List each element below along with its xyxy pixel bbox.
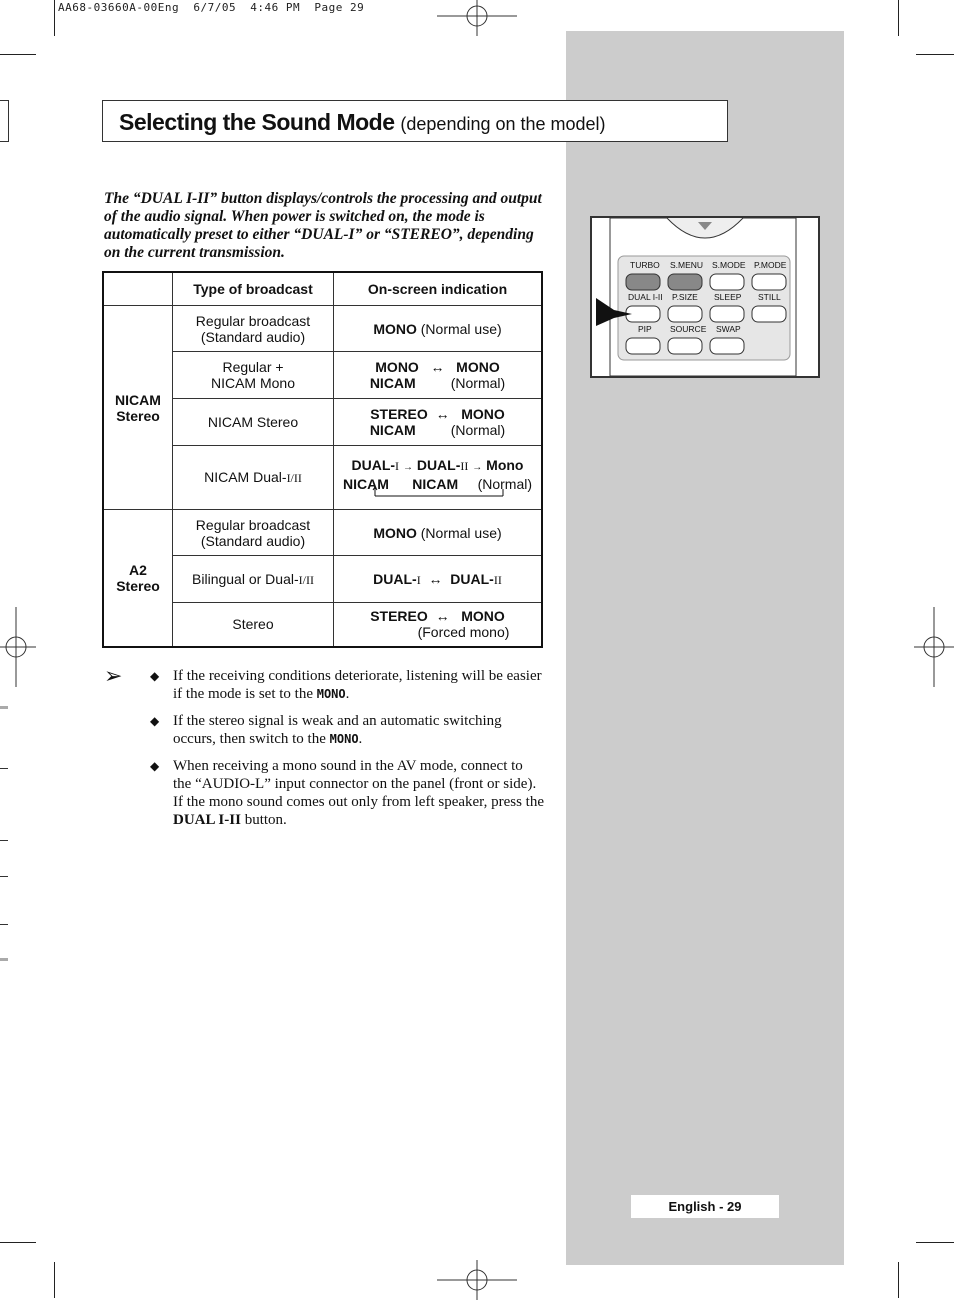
type-cell xyxy=(173,446,334,510)
remote-label: SOURCE xyxy=(670,324,707,334)
type-suffix: I/II xyxy=(298,572,314,587)
title-main-text: Selecting the Sound Mode xyxy=(119,109,395,135)
diamond-bullet-icon: ◆ xyxy=(150,714,160,728)
indication-cell xyxy=(334,603,543,647)
indication-suffix: I xyxy=(416,572,421,587)
group-a2-stereo xyxy=(103,510,173,647)
crop-mark xyxy=(0,54,36,55)
page-title xyxy=(119,109,606,136)
swap-arrow-icon: ↔ xyxy=(435,608,450,625)
note-text: If the stereo signal is weak and an automatic switching occurs, then switch to the xyxy=(173,713,502,747)
edge-mark xyxy=(0,924,8,925)
type-text: NICAM Mono xyxy=(210,375,296,391)
indication-mode: MONO xyxy=(461,608,505,625)
indication-cell xyxy=(334,352,543,399)
indication-mode: DUAL- xyxy=(450,570,494,587)
crop-mark xyxy=(916,1242,954,1243)
crop-mark xyxy=(0,1242,36,1243)
list-item xyxy=(104,757,544,829)
group-label: Stereo xyxy=(116,407,160,424)
indication-cell xyxy=(334,510,543,556)
indication-note: (Normal use) xyxy=(420,524,502,541)
remote-label: S.MODE xyxy=(712,260,746,270)
broadcast-table xyxy=(102,271,543,648)
type-cell xyxy=(173,603,334,647)
type-text: Stereo xyxy=(232,616,274,633)
note-arrow-icon: ➢ xyxy=(104,663,123,688)
type-text: (Standard audio) xyxy=(200,328,306,345)
type-text: Regular broadcast xyxy=(195,516,311,533)
type-suffix: I/II xyxy=(286,471,302,485)
indication-mode: MONO xyxy=(375,359,419,375)
title-box xyxy=(102,100,728,142)
note-tail: . xyxy=(345,686,350,702)
crop-mark xyxy=(54,1262,55,1298)
note-text: If the receiving conditions deteriorate, listening will be easier if the mode is set to the xyxy=(173,668,542,702)
crop-mark xyxy=(898,0,899,36)
loop-arrow-icon xyxy=(372,486,506,498)
type-text: Regular broadcast xyxy=(195,312,311,329)
indication-mode: DUAL- xyxy=(416,457,461,473)
group-label: A2 xyxy=(129,561,147,578)
note-emphasis: MONO xyxy=(316,687,346,701)
group-label: Stereo xyxy=(116,577,160,594)
indication-mode: STEREO xyxy=(370,406,428,422)
swap-arrow-icon: ↔ xyxy=(430,359,445,375)
note-text: When receiving a mono sound in the AV mode, connect to the “AUDIO-L” input connector on the panel (front or side). If the mono sound comes out only from left speaker, press the xyxy=(173,758,544,810)
type-text: Bilingual or Dual- xyxy=(192,570,299,587)
crop-mark xyxy=(54,0,55,36)
indication-note: (Forced mono) xyxy=(417,624,510,641)
remote-drawing xyxy=(592,218,818,376)
type-cell xyxy=(173,399,334,446)
print-header: AA68-03660A-00Eng 6/7/05 4:46 PM Page 29 xyxy=(58,1,365,14)
indication-mode: Mono xyxy=(486,457,524,473)
indication-cell xyxy=(334,399,543,446)
edge-mark xyxy=(0,768,8,769)
note-tail: button. xyxy=(240,812,287,828)
registration-mark-icon xyxy=(0,607,36,687)
type-cell xyxy=(173,352,334,399)
table-row xyxy=(103,510,542,556)
remote-label: S.MENU xyxy=(670,260,704,270)
indication-mode: MONO xyxy=(373,524,417,541)
type-cell xyxy=(173,510,334,556)
remote-label: TURBO xyxy=(630,260,660,270)
registration-mark-icon xyxy=(914,607,954,687)
indication-note: (Normal use) xyxy=(420,320,502,337)
next-arrow-icon: → xyxy=(472,462,483,473)
group-label: NICAM xyxy=(115,391,161,408)
note-emphasis: DUAL I-II xyxy=(173,812,241,828)
indication-mode: DUAL- xyxy=(373,570,417,587)
remote-label: PIP xyxy=(638,324,652,334)
notes-list xyxy=(104,663,544,838)
indication-mode: NICAM xyxy=(369,422,416,438)
indication-note: (Normal) xyxy=(450,375,506,391)
section-tab xyxy=(0,100,9,142)
registration-mark-icon xyxy=(437,1260,517,1300)
next-arrow-icon: → xyxy=(402,462,413,473)
page-number: English - 29 xyxy=(631,1195,779,1218)
edge-mark xyxy=(0,958,8,961)
note-tail: . xyxy=(358,731,363,747)
remote-label: P.MODE xyxy=(754,260,787,270)
crop-mark xyxy=(898,1262,899,1298)
remote-label: P.SIZE xyxy=(672,292,698,302)
list-item xyxy=(104,712,544,748)
indication-note: (Normal) xyxy=(477,476,533,492)
indication-cell xyxy=(334,306,543,352)
indication-suffix: II xyxy=(460,459,469,473)
remote-label: SLEEP xyxy=(714,292,742,302)
indication-cell xyxy=(334,446,543,510)
edge-mark xyxy=(0,876,8,877)
swap-arrow-icon: ↔ xyxy=(435,406,450,422)
indication-mode: NICAM xyxy=(369,375,416,391)
remote-label: DUAL I-II xyxy=(628,292,663,302)
swap-arrow-icon: ↔ xyxy=(428,570,443,587)
indication-mode: DUAL- xyxy=(351,457,396,473)
indication-mode: MONO xyxy=(373,320,417,337)
type-text: NICAM Dual- xyxy=(204,469,287,485)
header-type: Type of broadcast xyxy=(173,272,334,306)
type-text: NICAM Stereo xyxy=(207,414,299,430)
indication-mode: MONO xyxy=(461,406,505,422)
edge-mark xyxy=(0,706,8,709)
table-header-row xyxy=(103,272,542,306)
list-item xyxy=(104,663,544,703)
type-text: (Standard audio) xyxy=(200,532,306,549)
registration-mark-icon xyxy=(437,0,517,36)
indication-suffix: II xyxy=(493,572,502,587)
indication-mode: NICAM xyxy=(342,476,389,492)
indication-note: (Normal) xyxy=(450,422,506,438)
type-text: Regular + xyxy=(222,359,284,375)
note-emphasis: MONO xyxy=(329,732,359,746)
diamond-bullet-icon: ◆ xyxy=(150,669,160,683)
indication-cell xyxy=(334,556,543,603)
remote-illustration xyxy=(590,216,820,378)
type-cell xyxy=(173,556,334,603)
type-cell xyxy=(173,306,334,352)
diamond-bullet-icon: ◆ xyxy=(150,759,160,773)
remote-label: SWAP xyxy=(716,324,741,334)
edge-mark xyxy=(0,840,8,841)
header-indication: On-screen indication xyxy=(334,272,543,306)
group-nicam-stereo xyxy=(103,306,173,510)
remote-label: STILL xyxy=(758,292,781,302)
intro-paragraph: The “DUAL I-II” button displays/controls the processing and output of the audio signal. When power is switched on, the mode is automatically preset to either “DUAL-I” or “STEREO”, depending on the current transmission. xyxy=(104,190,542,261)
indication-mode: MONO xyxy=(456,359,500,375)
table-row xyxy=(103,306,542,352)
indication-suffix: I xyxy=(395,459,400,473)
title-subtitle: (depending on the model) xyxy=(400,114,606,134)
indication-mode: NICAM xyxy=(412,476,459,492)
table-corner xyxy=(103,272,173,306)
crop-mark xyxy=(916,54,954,55)
indication-mode: STEREO xyxy=(370,608,428,625)
